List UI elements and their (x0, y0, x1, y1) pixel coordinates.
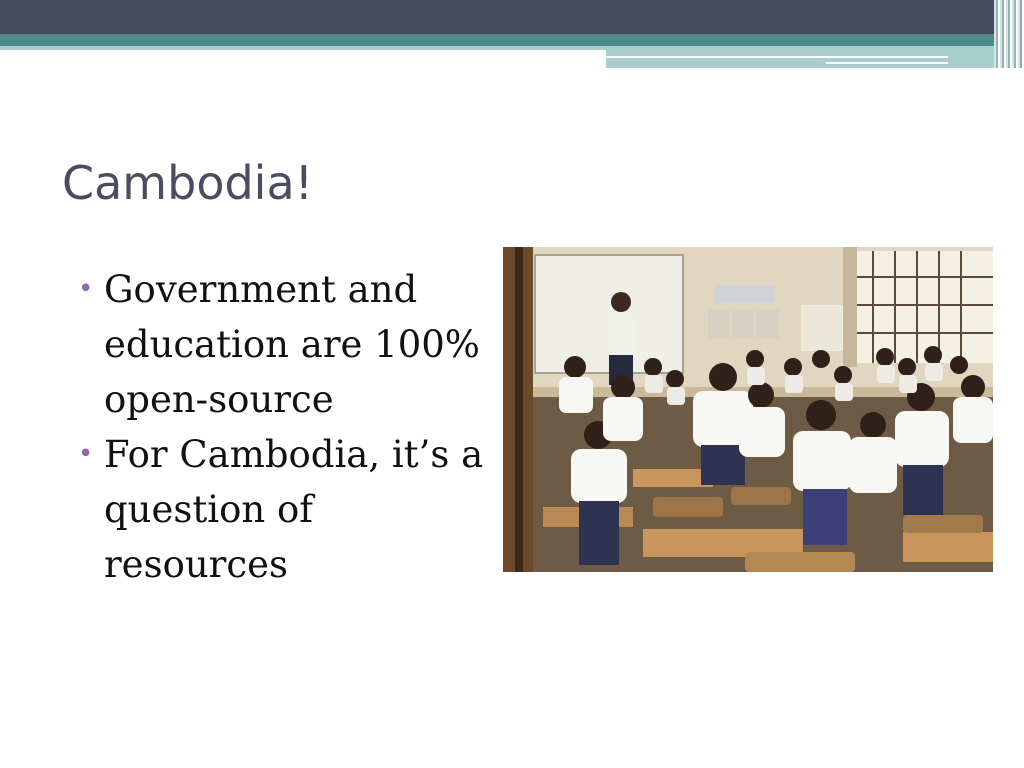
bullet-item (78, 427, 488, 592)
header-band-teal (0, 34, 1024, 46)
classroom-photo (503, 247, 993, 572)
bullet-marker: • (78, 274, 94, 304)
header-band-dark (0, 0, 1024, 34)
bullet-item (78, 262, 488, 427)
bullet-list (78, 262, 488, 592)
bullet-text: For Cambodia, it’s a question of resources (104, 433, 484, 586)
header-band-right-line-short (826, 62, 948, 64)
header-band-right-line (606, 56, 948, 58)
header-band-light (0, 46, 606, 50)
header-stripes (994, 0, 1024, 68)
slide-title: Cambodia! (62, 156, 314, 210)
bullet-marker: • (78, 439, 94, 469)
bullet-text: Government and education are 100% open-source (104, 268, 480, 421)
